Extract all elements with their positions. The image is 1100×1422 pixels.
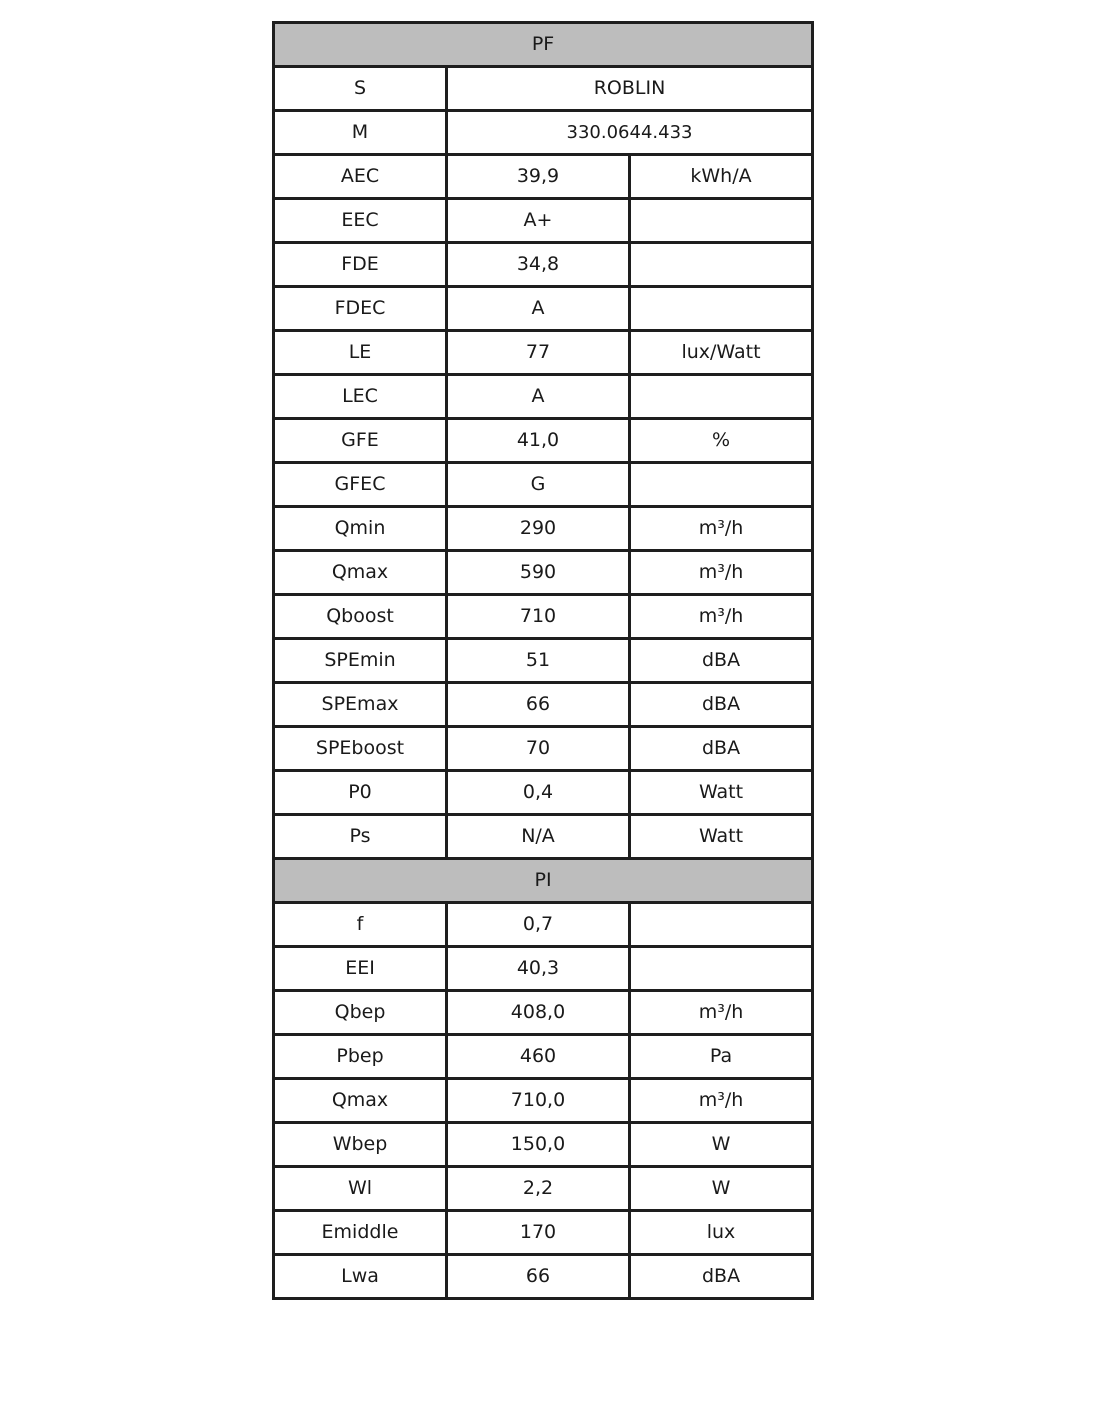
spec-value: 590 [447,551,630,595]
spec-value: 290 [447,507,630,551]
spec-unit: m³/h [630,1079,813,1123]
spec-unit: Pa [630,1035,813,1079]
spec-label: Qbep [274,991,447,1035]
spec-label: SPEmax [274,683,447,727]
spec-value: 710,0 [447,1079,630,1123]
spec-unit: m³/h [630,991,813,1035]
spec-value: 150,0 [447,1123,630,1167]
spec-label: P0 [274,771,447,815]
spec-label: Wl [274,1167,447,1211]
spec-value: 51 [447,639,630,683]
spec-unit [630,375,813,419]
spec-row [274,1123,813,1167]
section-header-pf [274,23,813,67]
spec-row [274,1079,813,1123]
spec-value: 2,2 [447,1167,630,1211]
spec-row [274,1167,813,1211]
spec-label: GFE [274,419,447,463]
spec-value: 170 [447,1211,630,1255]
spec-label: Qboost [274,595,447,639]
spec-unit: Watt [630,815,813,859]
spec-row [274,947,813,991]
product-spec-table [272,21,814,1300]
supplier-label: S [274,67,447,111]
spec-unit: dBA [630,639,813,683]
spec-unit [630,199,813,243]
spec-value: G [447,463,630,507]
spec-unit: dBA [630,1255,813,1299]
spec-row [274,419,813,463]
spec-label: Qmax [274,551,447,595]
spec-value: 41,0 [447,419,630,463]
spec-row [274,375,813,419]
spec-label: Qmin [274,507,447,551]
spec-value: 0,4 [447,771,630,815]
spec-value: A [447,287,630,331]
section-title-pi: PI [274,859,813,903]
section-title-pf: PF [274,23,813,67]
spec-label: f [274,903,447,947]
spec-unit: W [630,1167,813,1211]
spec-label: AEC [274,155,447,199]
spec-label: FDEC [274,287,447,331]
spec-label: LE [274,331,447,375]
spec-value: N/A [447,815,630,859]
spec-unit: m³/h [630,595,813,639]
spec-label: FDE [274,243,447,287]
section-header-pi [274,859,813,903]
spec-row [274,155,813,199]
spec-unit: % [630,419,813,463]
spec-unit [630,287,813,331]
spec-unit: lux [630,1211,813,1255]
spec-row [274,287,813,331]
spec-unit: Watt [630,771,813,815]
spec-label: EEC [274,199,447,243]
spec-row [274,815,813,859]
spec-label: LEC [274,375,447,419]
spec-label: EEI [274,947,447,991]
spec-unit [630,903,813,947]
spec-row [274,639,813,683]
spec-unit: m³/h [630,551,813,595]
spec-unit: kWh/A [630,155,813,199]
spec-label: Pbep [274,1035,447,1079]
spec-label: Ps [274,815,447,859]
spec-row [274,1255,813,1299]
spec-value: 77 [447,331,630,375]
spec-row [274,683,813,727]
spec-label: SPEboost [274,727,447,771]
spec-row [274,1211,813,1255]
model-row [274,111,813,155]
model-value: 330.0644.433 [447,111,813,155]
spec-row [274,331,813,375]
spec-label: Qmax [274,1079,447,1123]
spec-row [274,199,813,243]
spec-value: 408,0 [447,991,630,1035]
spec-label: SPEmin [274,639,447,683]
spec-unit: dBA [630,727,813,771]
spec-row [274,727,813,771]
spec-value: 40,3 [447,947,630,991]
spec-row [274,991,813,1035]
spec-row [274,1035,813,1079]
spec-value: 34,8 [447,243,630,287]
spec-label: Emiddle [274,1211,447,1255]
spec-unit: lux/Watt [630,331,813,375]
spec-value: 39,9 [447,155,630,199]
spec-value: 460 [447,1035,630,1079]
spec-value: 66 [447,1255,630,1299]
spec-row [274,551,813,595]
spec-value: 0,7 [447,903,630,947]
spec-row [274,771,813,815]
spec-unit [630,463,813,507]
spec-unit [630,947,813,991]
spec-label: Lwa [274,1255,447,1299]
spec-value: 710 [447,595,630,639]
spec-value: 66 [447,683,630,727]
spec-value: A [447,375,630,419]
spec-row [274,463,813,507]
spec-value: 70 [447,727,630,771]
spec-row [274,243,813,287]
spec-value: A+ [447,199,630,243]
spec-unit: dBA [630,683,813,727]
spec-row [274,507,813,551]
spec-unit [630,243,813,287]
spec-label: GFEC [274,463,447,507]
spec-unit: m³/h [630,507,813,551]
spec-label: Wbep [274,1123,447,1167]
spec-row [274,903,813,947]
model-label: M [274,111,447,155]
spec-row [274,595,813,639]
spec-unit: W [630,1123,813,1167]
supplier-value: ROBLIN [447,67,813,111]
supplier-row [274,67,813,111]
